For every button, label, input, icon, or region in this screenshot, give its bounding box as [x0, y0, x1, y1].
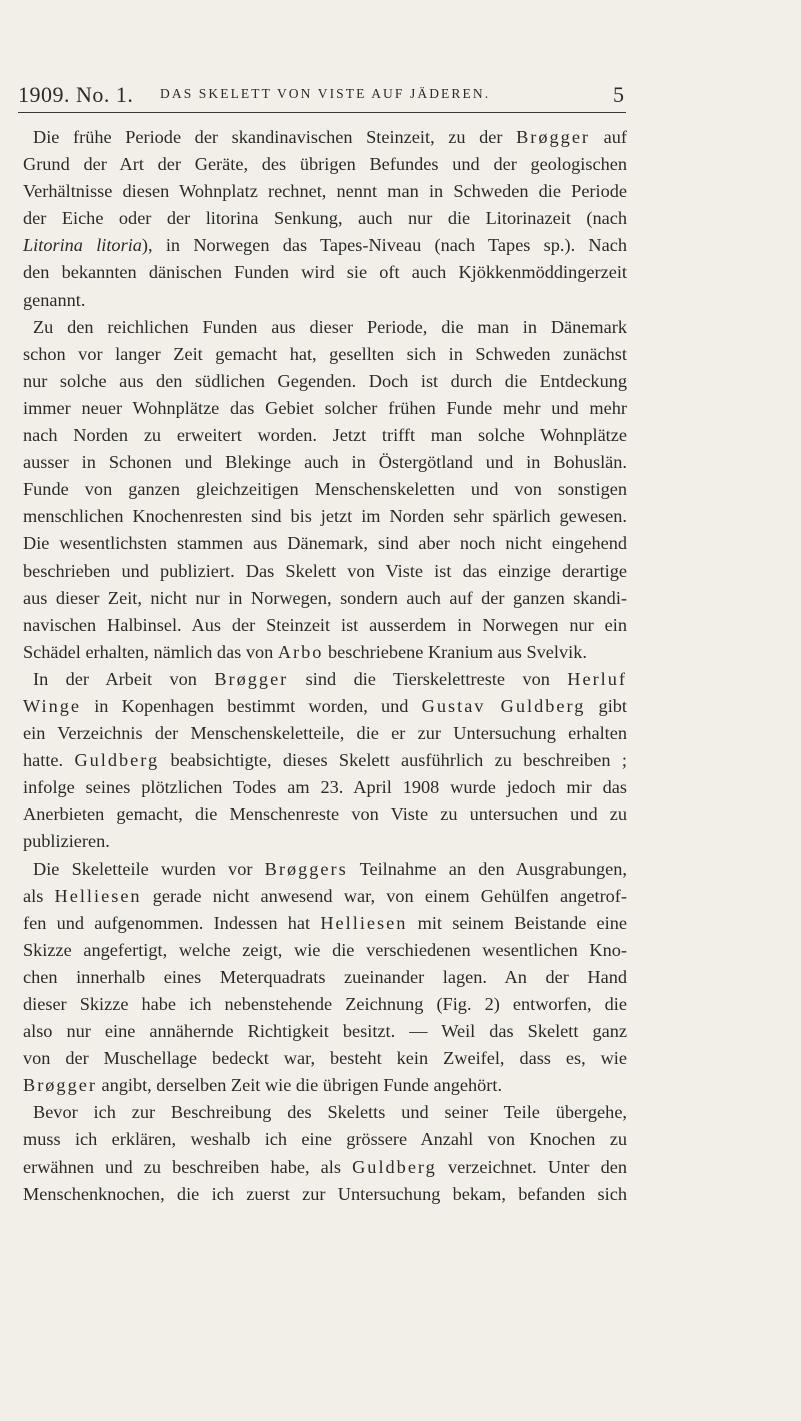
text-line [23, 666, 627, 693]
text-run: Bevor ich zur Beschreibung des Skeletts und seiner Teile übergehe, [33, 1102, 627, 1123]
text-line [23, 1072, 627, 1099]
text-run: auf [590, 127, 627, 147]
text-run: Funde von ganzen gleichzeitigen Menschenskeletten und von sonstigen [23, 479, 627, 500]
text-line [23, 151, 627, 178]
text-line [23, 828, 627, 855]
text-line [23, 232, 627, 259]
author-name: Guldberg [352, 1156, 437, 1177]
text-line [23, 964, 627, 991]
text-run: als [23, 885, 55, 906]
running-header [18, 82, 626, 113]
text-line [23, 801, 627, 828]
text-run: nach Norden zu erweitert worden. Jetzt trifft man solche Wohnplätze [23, 425, 627, 446]
text-run: Die frühe Periode der skandinavischen Steinzeit, zu der [33, 127, 517, 147]
text-line [23, 530, 627, 557]
text-run: dieser Skizze habe ich nebenstehende Zeichnung (Fig. 2) entworfen, die [23, 994, 627, 1014]
text-run: infolge seines plötzlichen Todes am 23. April 1908 wurde jedoch mir das [23, 777, 627, 798]
text-run: Die Skeletteile wurden vor [33, 858, 265, 879]
text-run: Grund der Art der Geräte, des übrigen Befundes und der geologischen [23, 154, 627, 175]
author-name: Gustav Guldberg [421, 695, 586, 716]
text-run: in Kopenhagen bestimmt worden, und [81, 695, 422, 716]
text-run: fen und aufgenommen. Indessen hat [23, 912, 321, 933]
text-run: hatte. [23, 750, 75, 771]
text-line [23, 178, 627, 205]
text-line [23, 422, 627, 449]
text-run: Anerbieten gemacht, die Menschenreste von Viste zu untersuchen und zu [23, 804, 627, 825]
text-run: Menschenknochen, die ich zuerst zur Untersuchung bekam, befanden sich [23, 1183, 627, 1204]
text-line [23, 1018, 627, 1045]
text-run: Skizze angefertigt, welche zeigt, wie die verschiedenen wesentlichen Kno- [23, 939, 627, 960]
text-line [23, 747, 627, 774]
text-line [23, 1126, 627, 1153]
text-line [23, 1045, 627, 1072]
text-run: menschlichen Knochenresten sind bis jetzt im Norden sehr spärlich gewesen. [23, 506, 627, 527]
text-run: genannt. [23, 289, 86, 310]
text-run: Teilnahme an den Ausgrabungen, [347, 858, 627, 879]
running-title: DAS SKELETT VON VISTE AUF JÄDEREN. [160, 86, 491, 101]
text-line [23, 503, 627, 530]
author-name: Guldberg [74, 750, 160, 771]
author-name: Brøggers [264, 858, 348, 879]
text-run: also nur eine annähernde Richtigkeit besitzt. — Weil das Skelett ganz [23, 1021, 627, 1042]
text-line [23, 341, 627, 368]
text-run: erwähnen und zu beschreiben habe, als [23, 1156, 353, 1177]
text-line [23, 585, 627, 612]
body-text [23, 124, 627, 1208]
text-run: angibt, derselben Zeit wie die übrigen Funde angehört. [96, 1075, 503, 1096]
text-run: In der Arbeit von [33, 668, 215, 689]
author-name: Helliesen [320, 912, 408, 933]
volume-number: 1909. No. 1. [18, 82, 134, 107]
text-run: schon vor langer Zeit gemacht hat, gesellten sich in Schweden zunächst [23, 343, 627, 364]
text-run: von der Muschellage bedeckt war, besteht kein Zweifel, dass es, wie [23, 1048, 627, 1069]
text-line [23, 774, 627, 801]
text-line [23, 1154, 627, 1181]
text-run: Verhältnisse diesen Wohnplatz rechnet, nennt man in Schweden die Periode [23, 181, 627, 202]
text-run: ausser in Schonen und Blekinge auch in Östergötland und in Bohuslän. [23, 452, 627, 473]
text-run: immer neuer Wohnplätze das Gebiet solcher frühen Funde mehr und mehr [23, 397, 627, 418]
author-name: Brøgger [516, 127, 591, 147]
text-run: ein Verzeichnis der Menschenskeletteile, die er zur Untersuchung erhalten [23, 723, 627, 744]
text-run: beschriebene Kranium aus Svelvik. [323, 641, 587, 662]
text-line [23, 205, 627, 232]
author-name: Winge [23, 695, 81, 716]
text-line [23, 720, 627, 747]
text-run: Die wesentlichsten stammen aus Dänemark, sind aber noch nicht eingehend [23, 533, 627, 554]
text-line [23, 639, 627, 666]
text-run: aus dieser Zeit, nicht nur in Norwegen, sondern auch auf der ganzen skandi- [23, 587, 627, 608]
text-run: verzeichnet. Unter den [436, 1156, 627, 1177]
text-line [23, 124, 627, 151]
text-run: beschrieben und publiziert. Das Skelett von Viste ist das einzige derartige [23, 560, 627, 581]
author-name: Arbo [277, 641, 324, 662]
text-line [23, 1181, 627, 1208]
text-run: ), in Norwegen das Tapes-Niveau (nach Tapes sp.). Nach [141, 235, 627, 256]
text-run: beabsichtigte, dieses Skelett ausführlich zu beschreiben ; [159, 750, 627, 771]
text-run: der Eiche oder der litorina Senkung, auch nur die Litorinazeit (nach [23, 208, 627, 229]
author-name: Helliesen [54, 885, 142, 906]
text-run: navischen Halbinsel. Aus der Steinzeit ist ausserdem in Norwegen nur ein [23, 614, 627, 635]
text-line [23, 314, 627, 341]
text-line [23, 991, 627, 1018]
text-run: publizieren. [23, 831, 110, 852]
text-run: nur solche aus den südlichen Gegenden. Doch ist durch die Entdeckung [23, 370, 627, 391]
text-run: gerade nicht anwesend war, von einem Gehülfen angetrof- [141, 885, 627, 906]
author-name: Brøgger [214, 668, 289, 689]
text-line [23, 395, 627, 422]
text-line [23, 449, 627, 476]
text-run: Schädel erhalten, nämlich das von [23, 641, 278, 662]
text-line [23, 476, 627, 503]
page-number: 5 [613, 82, 624, 107]
text-run: chen innerhalb eines Meterquadrats zueinander lagen. An der Hand [23, 966, 627, 987]
text-line [23, 883, 627, 910]
text-line [23, 368, 627, 395]
text-run: sind die Tierskelettreste von [288, 668, 568, 689]
text-run: muss ich erklären, weshalb ich eine grössere Anzahl von Knochen zu [23, 1129, 627, 1150]
text-line [23, 693, 627, 720]
text-run: mit seinem Beistande eine [407, 912, 627, 933]
text-run: gibt [585, 695, 627, 716]
text-line [23, 612, 627, 639]
author-name: Herluf [567, 668, 627, 689]
text-run: Zu den reichlichen Funden aus dieser Periode, die man in Dänemark [33, 316, 627, 337]
text-line [23, 856, 627, 883]
text-line [23, 910, 627, 937]
text-run: den bekannten dänischen Funden wird sie oft auch Kjökkenmöddingerzeit [23, 262, 627, 283]
text-line [23, 937, 627, 964]
author-name: Brøgger [23, 1075, 97, 1096]
italic-term: Litorina litoria [23, 235, 142, 256]
text-line [23, 287, 627, 314]
text-line [23, 259, 627, 286]
text-line [23, 1099, 627, 1126]
text-line [23, 558, 627, 585]
